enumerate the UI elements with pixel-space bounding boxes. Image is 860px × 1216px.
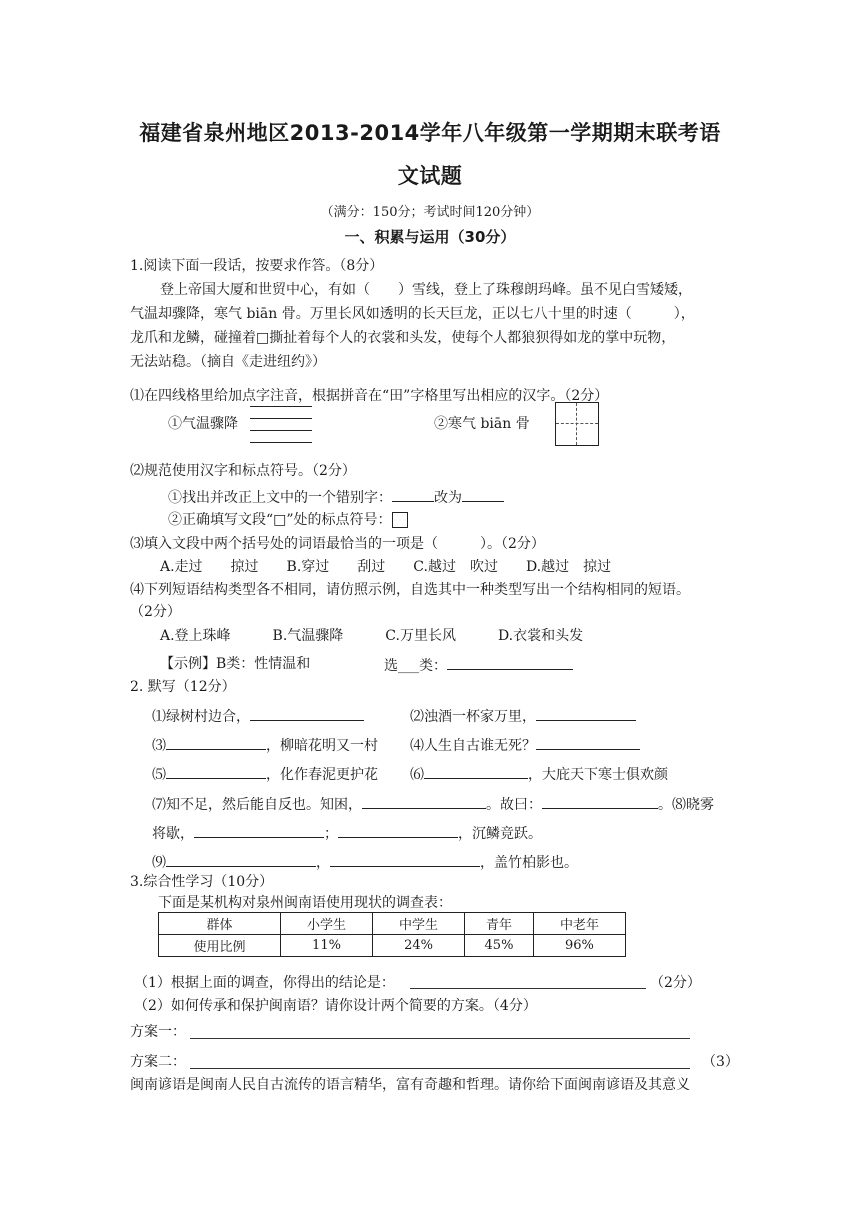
recite-blank[interactable] — [542, 793, 658, 809]
recite-text: ，沉鳞竞跃。 — [458, 826, 542, 842]
table-cell: 使用比例 — [159, 935, 281, 957]
recite-blank[interactable] — [330, 851, 480, 867]
choose-type — [384, 654, 573, 676]
recite-blank[interactable] — [536, 734, 640, 750]
recite-text: 。故曰： — [486, 797, 542, 813]
recite-blank[interactable] — [166, 734, 266, 750]
typo-fix-blank[interactable] — [462, 486, 504, 502]
four-line-grid — [250, 430, 312, 431]
proverb-intro: 闽南谚语是闽南人民自古流传的语言精华，富有奇趣和哲理。请你给下面闽南谚语及其意义 — [130, 1077, 690, 1093]
recite-blank[interactable] — [338, 822, 458, 838]
punctuation-label: ②正确填写文段“□”处的标点符号： — [168, 512, 392, 528]
recite-text: ，盖竹柏影也。 — [480, 855, 578, 871]
recite-item — [410, 705, 636, 727]
conclusion-score: （2分） — [650, 975, 701, 991]
table-header-cell: 中老年 — [533, 913, 625, 935]
table-cell: 11% — [280, 935, 372, 957]
page-title-continued: 文试题 — [397, 164, 463, 188]
recite-blank[interactable] — [194, 822, 324, 838]
recite-item — [152, 734, 378, 756]
choose-type-label: 选___类： — [384, 658, 447, 674]
sub-question-4: ⑷下列短语结构类型各不相同，请仿照示例，自选其中一种类型写出一个结构相同的短语。 — [130, 582, 690, 598]
answer-blank[interactable] — [447, 654, 573, 670]
recite-blank[interactable] — [424, 763, 528, 779]
typo-blank[interactable] — [392, 486, 434, 502]
table-header-cell: 小学生 — [280, 913, 372, 935]
survey-table — [158, 912, 626, 957]
example-phrase: 【示例】B类：性情温和 — [160, 656, 311, 672]
punctuation-item — [168, 510, 408, 530]
recite-text: ； — [324, 826, 338, 842]
sub-question-3: ⑶填入文段中两个括号处的词语最恰当的一项是（ ）。（2分） — [130, 536, 545, 552]
exam-info: （满分：150分；考试时间120分钟） — [320, 205, 540, 220]
table-row — [159, 935, 626, 957]
passage-line: 龙爪和龙鳞，碰撞着□撕扯着每个人的衣裳和头发，使每个人都狼狈得如龙的掌中玩物， — [130, 330, 676, 346]
recite-text: ，化作春泥更护花 — [266, 767, 378, 783]
page-title: 福建省泉州地区2013-2014学年八年级第一学期期末联考语 — [139, 121, 721, 145]
plan-two-label: 方案二： — [130, 1054, 186, 1070]
pinyin-item-a: ①气温骤降 — [168, 416, 238, 432]
question-3-heading: 3.综合性学习（10分） — [130, 874, 274, 890]
table-header-cell: 青年 — [465, 913, 534, 935]
table-cell: 45% — [465, 935, 534, 957]
table-header-cell: 中学生 — [373, 913, 465, 935]
phrase-options: A.登上珠峰 B.气温骤降 C.万里长风 D.衣裳和头发 — [160, 628, 584, 644]
question-1-heading: 1.阅读下面一段话，按要求作答。（8分） — [130, 258, 384, 274]
recite-text: ⑺知不足，然后能自反也。知困， — [152, 797, 362, 813]
recite-text: ⑸ — [152, 767, 166, 783]
tian-grid-box[interactable] — [555, 402, 599, 446]
question-2-heading: 2. 默写（12分） — [130, 679, 236, 695]
sub-question-plans: （2）如何传承和保护闽南语？请你设计两个简要的方案。（4分） — [134, 998, 537, 1014]
passage-text: 气温却骤降，寒气 biān 骨。万里长风如透明的长天巨龙，正以七八十里的时速（ ）， — [130, 306, 695, 322]
choice-options: A.走过 掠过 B.穿过 刮过 C.越过 吹过 D.越过 掠过 — [160, 559, 612, 575]
four-line-grid — [250, 418, 312, 419]
recite-blank[interactable] — [166, 851, 316, 867]
sub-question-4-score: （2分） — [130, 604, 181, 620]
recite-text: ⑴绿树村边合， — [152, 709, 250, 725]
sub-question-2: ⑵规范使用汉字和标点符号。（2分） — [130, 463, 356, 479]
survey-intro: 下面是某机构对泉州闽南语使用现状的调查表： — [158, 895, 452, 911]
section-heading: 一、积累与运用（30分） — [344, 228, 516, 246]
recite-item — [410, 763, 668, 785]
answer-line[interactable] — [190, 1068, 690, 1069]
recite-text: 。⑻晓雾 — [658, 797, 714, 813]
recite-text: 将歇， — [152, 826, 194, 842]
recite-blank[interactable] — [536, 705, 636, 721]
recite-blank[interactable] — [250, 705, 364, 721]
table-header-row — [159, 913, 626, 935]
recite-text: ⑷人生自古谁无死？ — [410, 738, 536, 754]
typo-change-label: 改为 — [434, 490, 462, 506]
passage-line: 登上帝国大厦和世贸中心，有如（ ）雪线，登上了珠穆朗玛峰。虽不见白雪矮矮， — [160, 282, 692, 298]
typo-label: ①找出并改正上文中的一个错别字： — [168, 490, 392, 506]
four-line-grid — [250, 442, 312, 443]
answer-line[interactable] — [410, 988, 646, 989]
recite-text: ⑶ — [152, 738, 166, 754]
recite-text: ⑵浊酒一杯家万里， — [410, 709, 536, 725]
plan-one-label: 方案一： — [130, 1024, 186, 1040]
passage-line: 无法站稳。（摘自《走进纽约》） — [130, 354, 326, 370]
sub-question-number: （3） — [702, 1054, 739, 1070]
recite-text: ，柳暗花明又一村 — [266, 738, 378, 754]
recite-item — [152, 822, 542, 844]
recite-item — [152, 793, 714, 815]
recite-item — [152, 763, 378, 785]
table-header-cell: 群体 — [159, 913, 281, 935]
recite-item — [152, 705, 364, 727]
sub-question-1: ⑴在四线格里给加点字注音，根据拼音在“田”字格里写出相应的汉字。（2分） — [130, 388, 609, 404]
recite-item — [410, 734, 640, 756]
recite-blank[interactable] — [362, 793, 486, 809]
pinyin-item-b: ②寒气 biān 骨 — [434, 416, 530, 432]
recite-text: ， — [316, 855, 330, 871]
recite-text: ，大庇天下寒士俱欢颜 — [528, 767, 668, 783]
typo-correction — [168, 486, 504, 508]
answer-line[interactable] — [190, 1038, 690, 1039]
table-cell: 24% — [373, 935, 465, 957]
sub-question-conclusion: （1）根据上面的调查，你得出的结论是： — [134, 975, 395, 991]
four-line-grid — [250, 406, 312, 407]
table-cell: 96% — [533, 935, 625, 957]
punctuation-box[interactable] — [392, 512, 408, 528]
passage-line — [130, 304, 695, 324]
recite-text: ⑹ — [410, 767, 424, 783]
recite-text: ⑼ — [152, 855, 166, 871]
recite-item — [152, 851, 578, 873]
recite-blank[interactable] — [166, 763, 266, 779]
